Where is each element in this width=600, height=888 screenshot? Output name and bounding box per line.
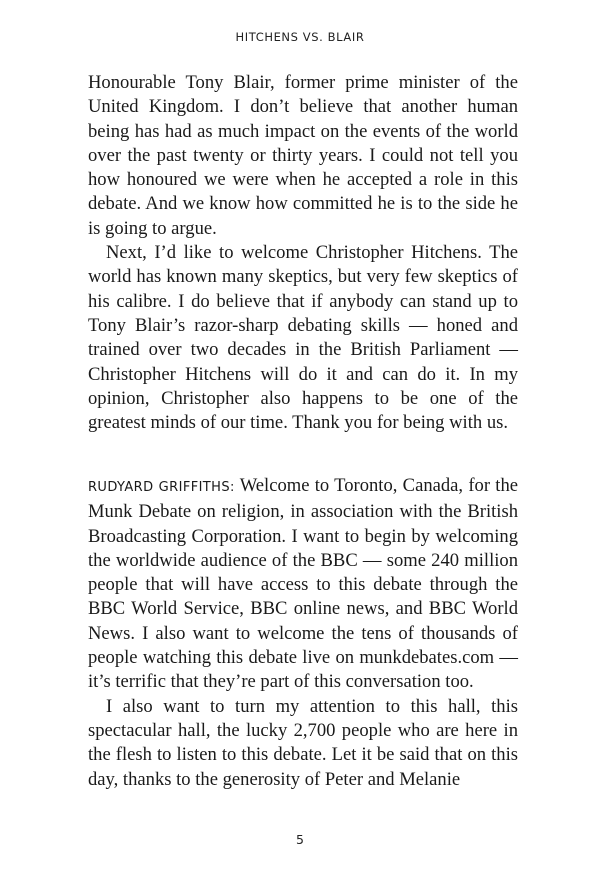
- page-number: 5: [296, 832, 304, 847]
- text-block-lower: [88, 474, 518, 792]
- paragraph-4: I also want to turn my attention to this hall, this spectacular hall, the lucky 2,700 people who are here in the flesh to listen to this debate. Let it be said that on this day, thanks to the generosity of Peter and Melanie: [88, 695, 518, 790]
- speaker-label: RUDYARD GRIFFITHS:: [88, 480, 235, 495]
- paragraph-1: Honourable Tony Blair, former prime minister of the United Kingdom. I don’t believe that another human being has had as much impact on the events of the world over the past twenty or thirty years. I could not tell you how honoured we were when he accepted a role in this debate. And we know how committed he is to the side he is going to argue.: [88, 72, 518, 239]
- paragraph-2: Next, I’d like to welcome Christopher Hitchens. The world has known many skeptics, but very few skeptics of his calibre. I do believe that if anybody can stand up to Tony Blair’s razor-sharp debating skills — honed and trained over two decades in the British Parliament — Christopher Hitchens will do it and can do it. In my opinion, Christopher also happens to be one of the greatest minds of our time. Thank you for being with us.: [88, 242, 518, 434]
- text-block-upper: [88, 71, 518, 435]
- running-head: HITCHENS VS. BLAIR: [235, 30, 365, 44]
- paragraph-3: [88, 474, 518, 695]
- paragraph-3-text: Welcome to Toronto, Canada, for the Munk Debate on religion, in association with the British Broadcasting Corporation. I want to begin by welcoming the worldwide audience of the BBC — some 240 million people that will have access to this debate through the BBC World Service, BBC online news, and BBC World News. I also want to welcome the tens of thousands of people watching this debate live on munkdebates.com — it’s terrific that they’re part of this conversation too.: [88, 475, 519, 693]
